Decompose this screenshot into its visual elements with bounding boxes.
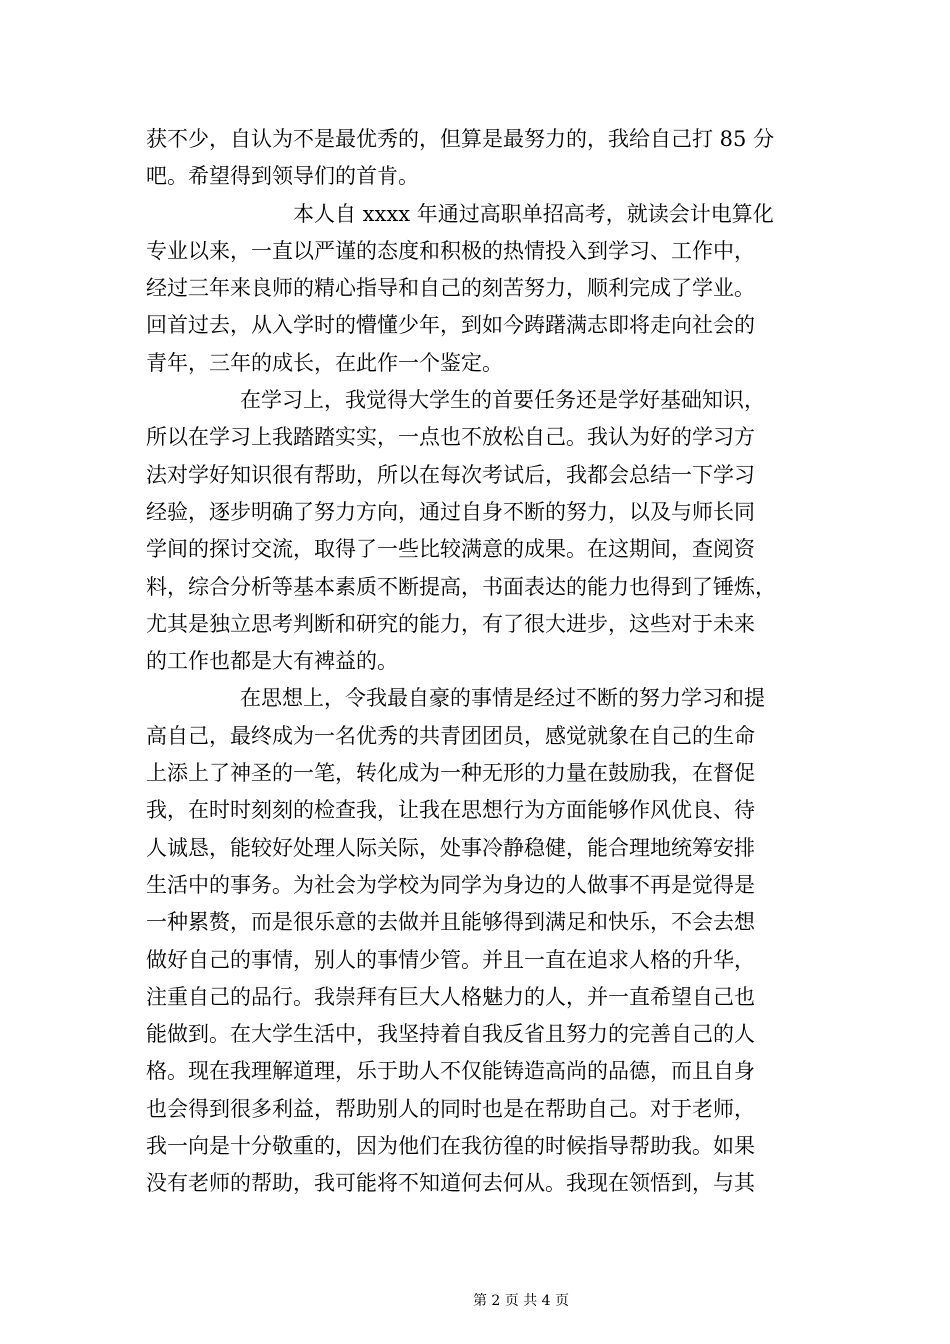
text-line: 我，在时时刻刻的检查我，让我在思想行为方面能够作风优良、待: [146, 798, 755, 823]
text-line: 学间的探讨交流，取得了一些比较满意的成果。在这期间，查阅资: [146, 537, 755, 562]
text-line: 法对学好知识很有帮助，所以在每次考试后，我都会总结一下学习: [146, 462, 755, 487]
text-line: 没有老师的帮助，我可能将不知道何去何从。我现在领悟到，与其: [146, 1171, 755, 1196]
text-line: 所以在学习上我踏踏实实，一点也不放松自己。我认为好的学习方: [146, 425, 755, 450]
text-line: 专业以来，一直以严谨的态度和积极的热情投入到学习、工作中，: [146, 238, 755, 263]
text-line: 我一向是十分敬重的，因为他们在我彷徨的时候指导帮助我。如果: [146, 1134, 755, 1159]
text-line: 青年，三年的成长，在此作一个鉴定。: [146, 350, 503, 375]
text-line: 经过三年来良师的精心指导和自己的刻苦努力，顺利完成了学业。: [146, 276, 755, 301]
text-line: 也会得到很多利益，帮助别人的同时也是在帮助自己。对于老师，: [146, 1096, 755, 1121]
text-line: 做好自己的事情，别人的事情少管。并且一直在追求人格的升华，: [146, 947, 755, 972]
text-line: 注重自己的品行。我崇拜有巨大人格魅力的人，并一直希望自己也: [146, 984, 755, 1009]
paragraph-start-line: 本人自 xxxx 年通过高职单招高考，就读会计电算化: [293, 201, 774, 226]
text-line: 能做到。在大学生活中，我坚持着自我反省且努力的完善自己的人: [146, 1022, 755, 1047]
page-number: 第 2 页 共 4 页: [472, 1293, 570, 1309]
text-line: 人诚恳，能较好处理人际关际，处事冷静稳健，能合理地统筹安排: [146, 835, 755, 860]
text-line: 回首过去，从入学时的懵懂少年，到如今踌躇满志即将走向社会的: [146, 313, 755, 338]
text-line: 经验，逐步明确了努力方向，通过自身不断的努力，以及与师长同: [146, 499, 755, 524]
text-line: 格。现在我理解道理，乐于助人不仅能铸造高尚的品德，而且自身: [146, 1059, 755, 1084]
text-line: 高自己，最终成为一名优秀的共青团团员，感觉就象在自己的生命: [146, 723, 755, 748]
text-line: 料，综合分析等基本素质不断提高，书面表达的能力也得到了锤炼，: [146, 574, 776, 599]
text-line: 生活中的事务。为社会为学校为同学为身边的人做事不再是觉得是: [146, 872, 755, 897]
text-line: 的工作也都是大有裨益的。: [146, 649, 398, 674]
text-line: 一种累赘，而是很乐意的去做并且能够得到满足和快乐，不会去想: [146, 910, 755, 935]
text-line: 尤其是独立思考判断和研究的能力，有了很大进步，这些对于未来: [146, 611, 755, 636]
body-text: [146, 121, 816, 1203]
paragraph-start-line: 在思想上，令我最自豪的事情是经过不断的努力学习和提: [240, 686, 765, 711]
text-line: 获不少，自认为不是最优秀的，但算是最努力的，我给自己打 85 分: [146, 127, 775, 151]
paragraph-start-line: 在学习上，我觉得大学生的首要任务还是学好基础知识，: [240, 388, 765, 413]
text-line: 上添上了神圣的一笔，转化成为一种无形的力量在鼓励我，在督促: [146, 761, 755, 786]
text-line: 吧。希望得到领导们的首肯。: [146, 164, 419, 189]
